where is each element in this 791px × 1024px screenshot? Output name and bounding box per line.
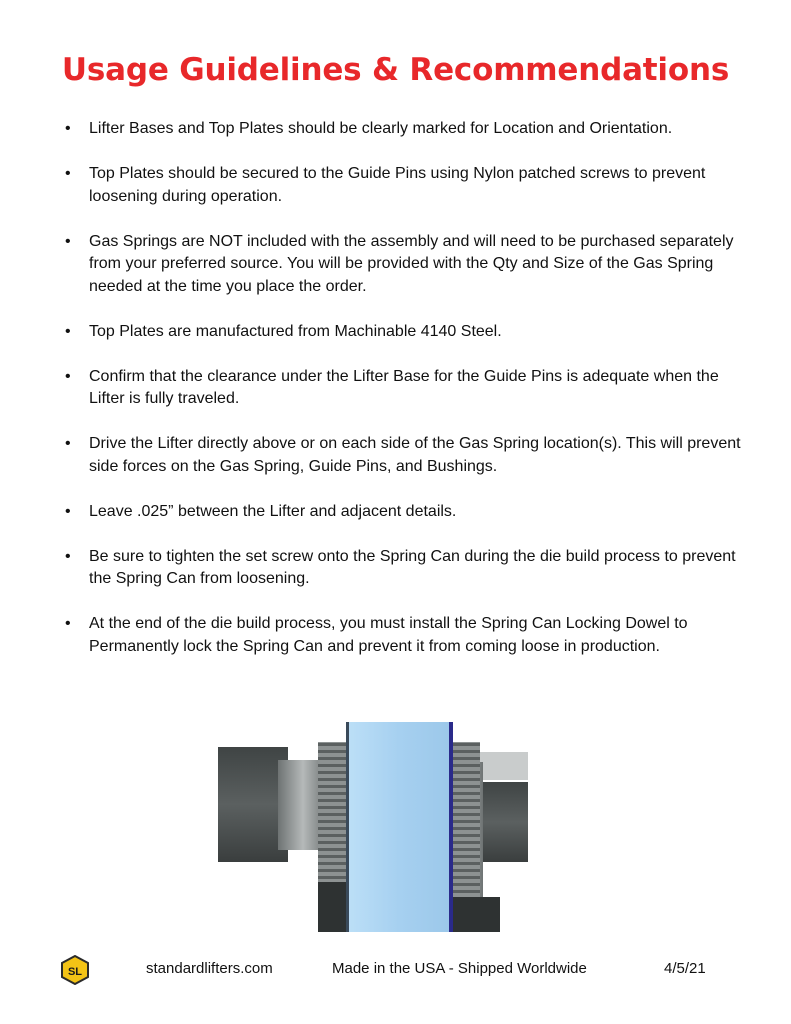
- footer-date: 4/5/21: [664, 960, 706, 977]
- footer-website: standardlifters.com: [146, 960, 273, 977]
- footer-tagline: Made in the USA - Shipped Worldwide: [332, 960, 587, 977]
- standard-lifters-logo-icon: [60, 955, 90, 985]
- guideline-item: • At the end of the die build process, you must install the Spring Can Locking Dowel to Permanently lock the Spring Can and prevent it from coming loose in production.: [62, 613, 742, 658]
- guidelines-list: [62, 118, 742, 681]
- guideline-item: • Drive the Lifter directly above or on each side of the Gas Spring location(s). This will prevent side forces on the Gas Spring, Guide Pins, and Bushings.: [62, 433, 742, 478]
- page-footer: [0, 950, 791, 990]
- guideline-item: • Be sure to tighten the set screw onto the Spring Can during the die build process to prevent the Spring Can from loosening.: [62, 546, 742, 591]
- page-title: Usage Guidelines & Recommendations: [61, 52, 730, 88]
- guideline-item: • Top Plates should be secured to the Guide Pins using Nylon patched screws to prevent loosening during operation.: [62, 163, 742, 208]
- spring-can-cross-section-illustration: [218, 722, 528, 932]
- guideline-item: • Gas Springs are NOT included with the assembly and will need to be purchased separately from your preferred source. You will be provided with the Qty and Size of the Gas Spring needed at the time you place the order.: [62, 231, 742, 299]
- guideline-item: • Top Plates are manufactured from Machinable 4140 Steel.: [62, 321, 742, 344]
- logo-text: SL: [67, 966, 83, 978]
- guideline-item: • Confirm that the clearance under the Lifter Base for the Guide Pins is adequate when the Lifter is fully traveled.: [62, 366, 742, 411]
- guideline-item: • Lifter Bases and Top Plates should be clearly marked for Location and Orientation.: [62, 118, 742, 141]
- guideline-item: • Leave .025” between the Lifter and adjacent details.: [62, 501, 742, 524]
